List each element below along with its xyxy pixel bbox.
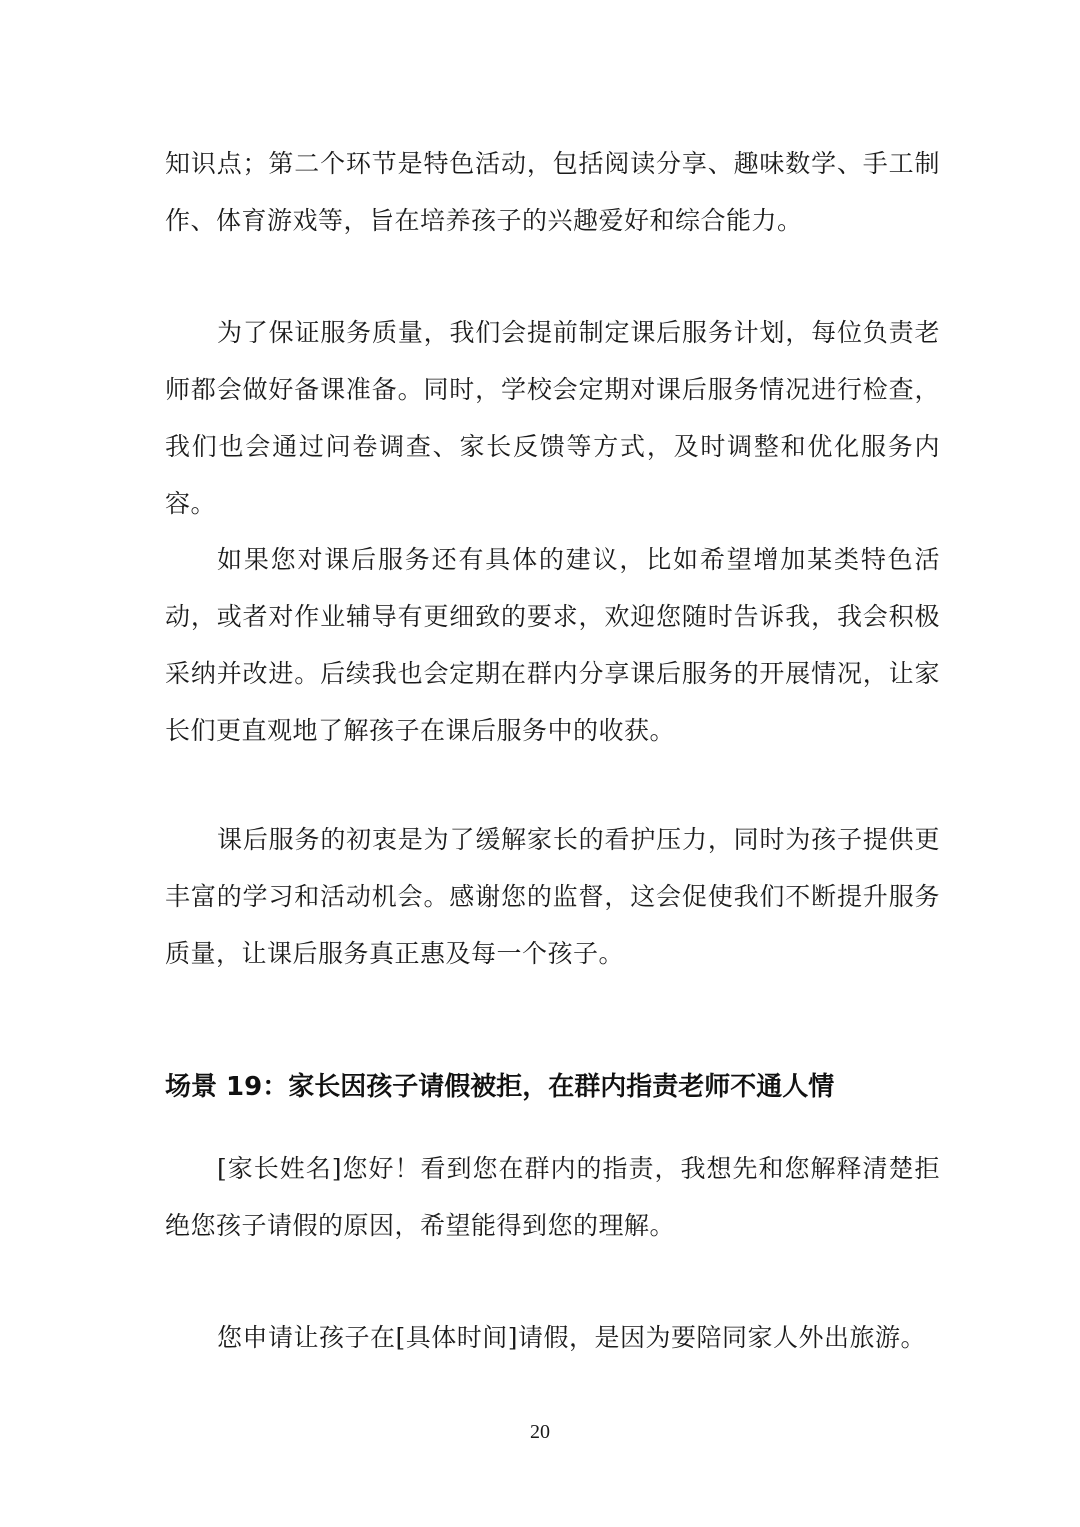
paragraph-suggestions: 如果您对课后服务还有具体的建议，比如希望增加某类特色活动，或者对作业辅导有更细致的要求，欢迎您随时告诉我，我会积极采纳并改进。后续我也会定期在群内分享课后服务的开展情况，让家长们更直观地了解孩子在课后服务中的收获。 <box>165 545 940 745</box>
page-number: 20 <box>530 1421 550 1443</box>
paragraph-leave-request: 您申请让孩子在[具体时间]请假，是因为要陪同家人外出旅游。 <box>217 1323 927 1352</box>
paragraph-continuation: 知识点；第二个环节是特色活动，包括阅读分享、趣味数学、手工制作、体育游戏等，旨在培养孩子的兴趣爱好和综合能力。 <box>165 149 940 235</box>
section-heading: 场景 19：家长因孩子请假被拒，在群内指责老师不通人情 <box>165 1072 835 1102</box>
paragraph-greeting: [家长姓名]您好！看到您在群内的指责，我想先和您解释清楚拒绝您孩子请假的原因，希望能得到您的理解。 <box>165 1154 940 1240</box>
paragraph-service-quality: 为了保证服务质量，我们会提前制定课后服务计划，每位负责老师都会做好备课准备。同时，学校会定期对课后服务情况进行检查，我们也会通过问卷调查、家长反馈等方式，及时调整和优化服务内容。 <box>165 318 940 518</box>
paragraph-original-intent: 课后服务的初衷是为了缓解家长的看护压力，同时为孩子提供更丰富的学习和活动机会。感谢您的监督，这会促使我们不断提升服务质量，让课后服务真正惠及每一个孩子。 <box>165 825 940 968</box>
